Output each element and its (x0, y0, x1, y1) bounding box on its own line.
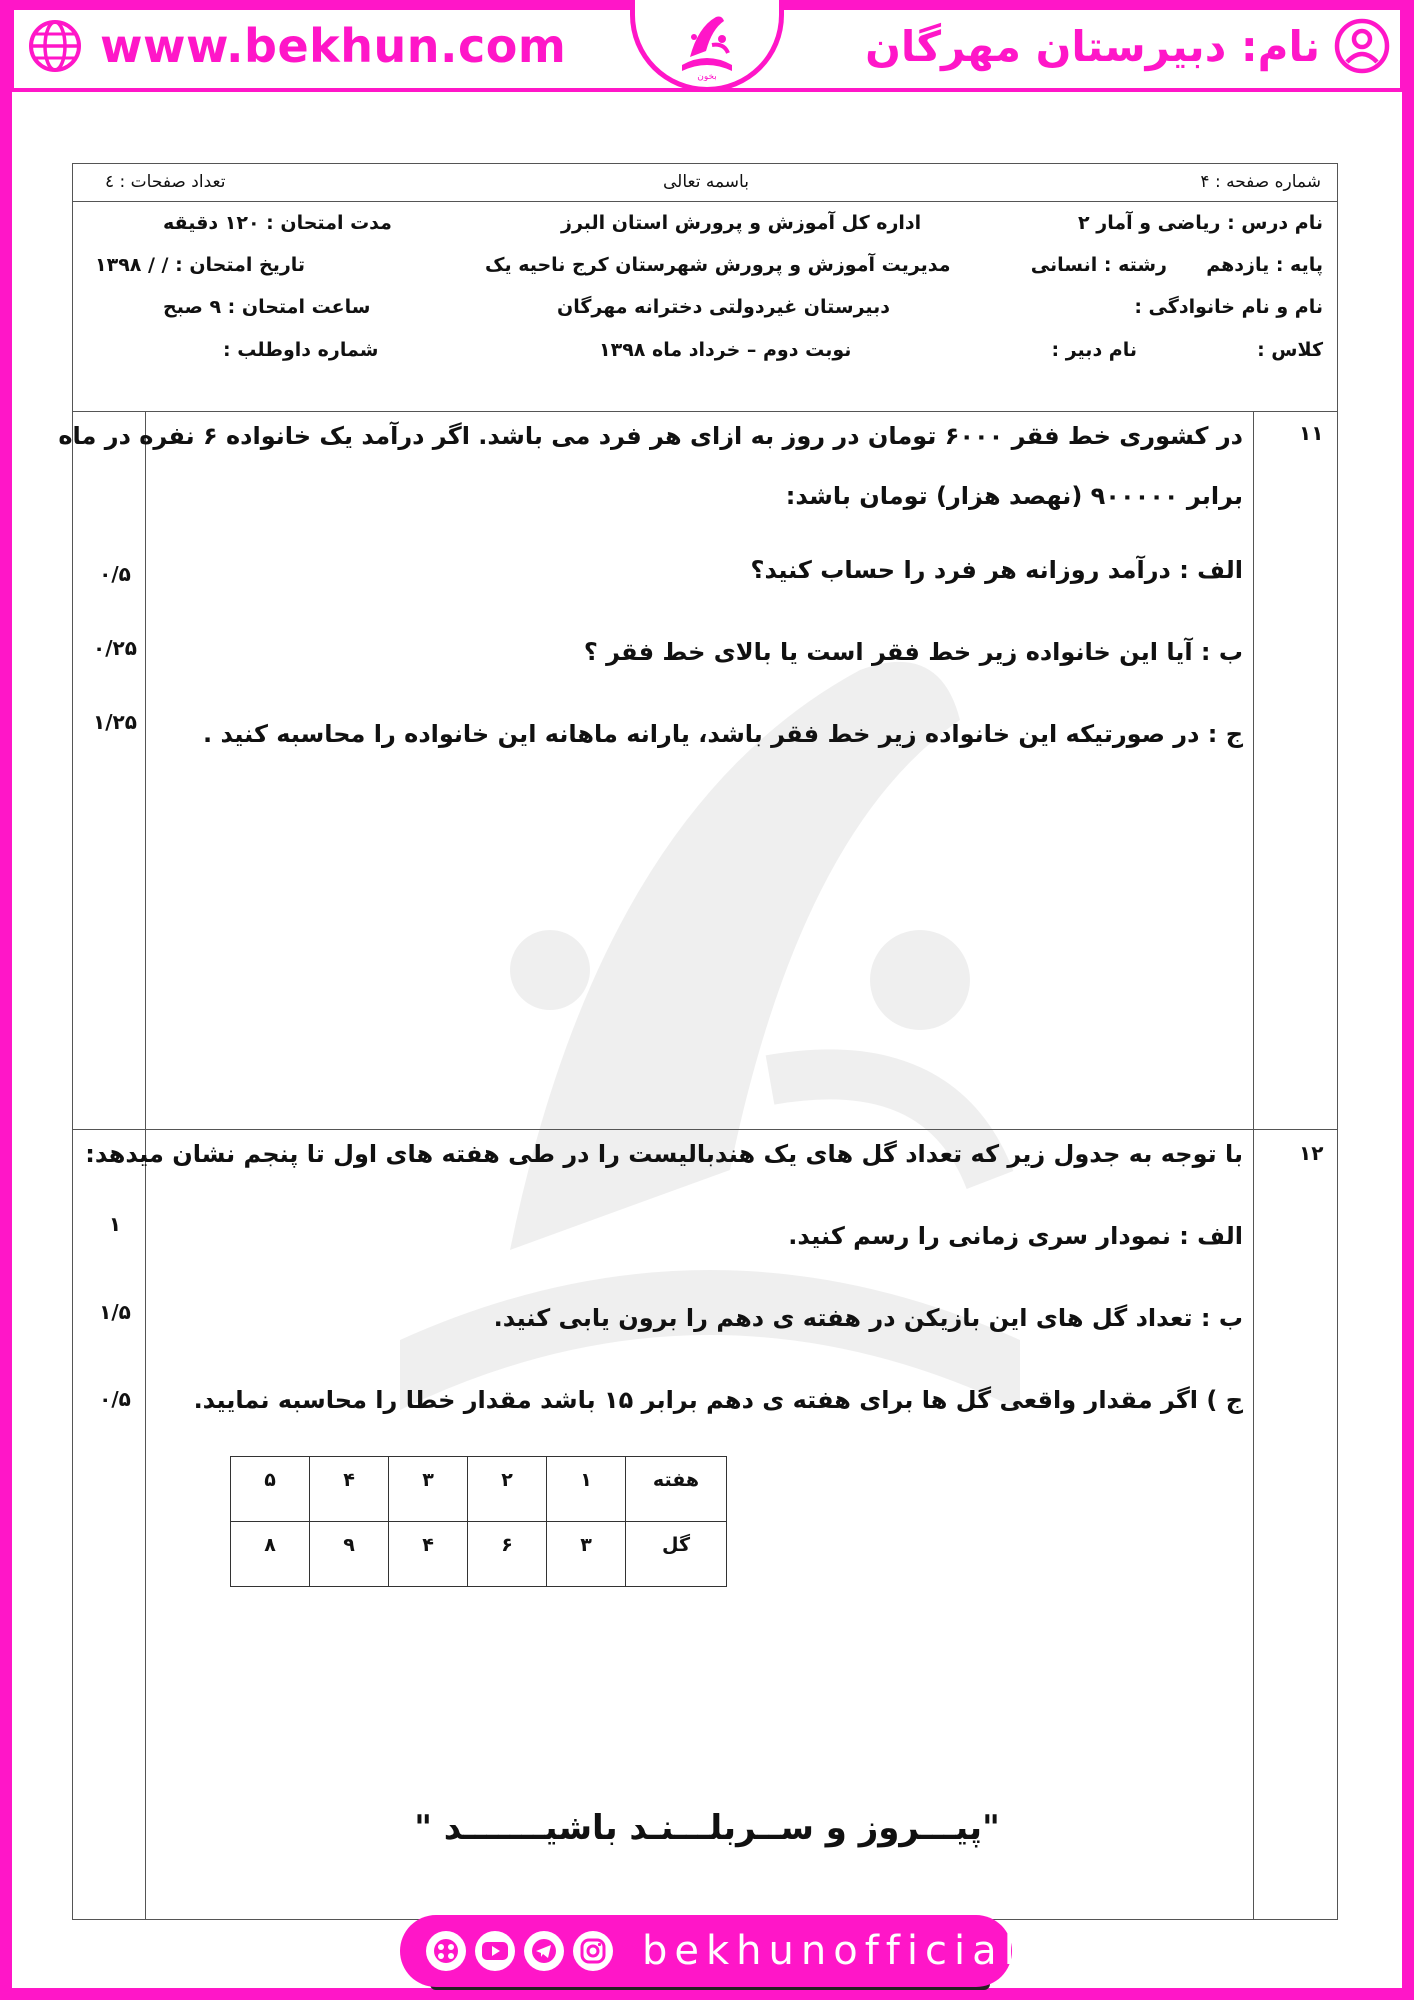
social-handle[interactable]: bekhunofficial (642, 1928, 1022, 1974)
question-text-line: در کشوری خط فقر ۶۰۰۰ تومان در روز به ازای هر فرد می باشد. اگر درآمد یک خانواده ۶ نفره در ماه (58, 422, 1243, 450)
question-part: ب : آیا این خانواده زیر خط فقر است یا بالای خط فقر ؟ (583, 638, 1243, 666)
org-line-1: اداره کل آموزش و پرورش استان البرز (561, 212, 922, 234)
question-part: ج : در صورتیکه این خانواده زیر خط فقر باشد، یارانه ماهانه این خانواده را محاسبه کنید . (203, 720, 1243, 748)
question-score: ۰/۲۵ (93, 636, 137, 660)
question-part: ب : تعداد گل های این بازیکن در هفته ی دهم را برون یابی کنید. (493, 1304, 1243, 1332)
table-cell: ۹ (310, 1522, 389, 1587)
website-link[interactable] (28, 18, 566, 74)
table-row (231, 1457, 727, 1522)
question-part: ج ) اگر مقدار واقعی گل ها برای هفته ی دهم برابر ۱۵ باشد مقدار خطا را محاسبه نمایید. (193, 1386, 1243, 1414)
question-score: ۱ (108, 1212, 122, 1236)
table-row (231, 1522, 727, 1587)
exam-sheet (58, 163, 1338, 1920)
question-text-line: برابر ۹۰۰۰۰۰ (نهصد هزار) تومان باشد: (785, 482, 1243, 510)
logo-text: بخون (697, 71, 717, 81)
table-cell: ۴ (310, 1457, 389, 1522)
question-score: ۱/۵ (99, 1300, 131, 1324)
social-icons (426, 1931, 622, 1971)
teacher-field: نام دبیر : (1051, 339, 1137, 361)
class-field: کلاس : (1257, 339, 1323, 361)
table-cell: ۳ (547, 1522, 626, 1587)
table-header-cell: گل (626, 1522, 727, 1587)
book-logo-icon (672, 7, 742, 81)
course-name: نام درس : ریاضی و آمار ۲ (1078, 212, 1323, 234)
school-name-heading (865, 16, 1390, 76)
bismillah: باسمه تعالی (663, 172, 749, 192)
table-cell: ۳ (389, 1457, 468, 1522)
exam-session: نوبت دوم – خرداد ماه ۱۳۹۸ (599, 339, 852, 361)
youtube-icon[interactable] (475, 1931, 515, 1971)
question-number: ۱۲ (1299, 1141, 1324, 1165)
school-name-text: نام: دبیرستان مهرگان (865, 21, 1320, 71)
table-cell: ۸ (231, 1522, 310, 1587)
page-count: تعداد صفحات : ٤ (105, 172, 226, 192)
question-text-line: با توجه به جدول زیر که تعداد گل های یک هندبالیست را در طی هفته های اول تا پنجم نشان میدهد: (85, 1140, 1243, 1168)
student-name-field: نام و نام خانوادگی : (1134, 296, 1323, 318)
header-divider (73, 411, 1337, 412)
question-part: الف : درآمد روزانه هر فرد را حساب کنید؟ (750, 556, 1243, 584)
question-divider (73, 1129, 1337, 1130)
goals-table (230, 1456, 727, 1587)
table-cell: ۲ (468, 1457, 547, 1522)
question-part: الف : نمودار سری زمانی را رسم کنید. (788, 1222, 1243, 1250)
exam-date: تاریخ امتحان : / / ۱۳۹۸ (95, 254, 306, 276)
exam-duration: مدت امتحان : ۱۲۰ دقیقه (163, 212, 392, 234)
question-score: ۱/۲۵ (93, 710, 137, 734)
org-line-2: مدیریت آموزش و پرورش شهرستان کرج ناحیه یک (485, 254, 951, 276)
question-number: ۱۱ (1299, 421, 1324, 445)
website-text: www.bekhun.com (100, 19, 567, 73)
table-cell: ۶ (468, 1522, 547, 1587)
number-column-divider (1253, 411, 1254, 1919)
table-cell: ۱ (547, 1457, 626, 1522)
header-info-grid (73, 202, 1337, 414)
header-top-row (73, 164, 1337, 202)
aparat-icon[interactable] (426, 1931, 466, 1971)
table-cell: ۵ (231, 1457, 310, 1522)
telegram-icon[interactable] (524, 1931, 564, 1971)
exam-time: ساعت امتحان : ۹ صبح (163, 296, 371, 318)
candidate-number: شماره داوطلب : (223, 339, 379, 361)
instagram-icon[interactable] (573, 1931, 613, 1971)
social-footer (400, 1915, 1022, 1987)
org-line-3: دبیرستان غیردولتی دخترانه مهرگان (557, 296, 891, 318)
user-icon (1334, 18, 1390, 74)
table-cell: ۴ (389, 1522, 468, 1587)
question-score: ۰/۵ (99, 562, 131, 586)
question-score: ۰/۵ (99, 1387, 131, 1411)
globe-icon (28, 19, 82, 73)
major: رشته : انسانی (1030, 254, 1167, 276)
grade: پایه : یازدهم (1206, 254, 1323, 276)
closing-message: "پیـــروز و ســربلـــنـد باشیـــــــد " (414, 1808, 1000, 1848)
page-number: شماره صفحه : ۴ (1200, 172, 1321, 192)
table-header-cell: هفته (626, 1457, 727, 1522)
